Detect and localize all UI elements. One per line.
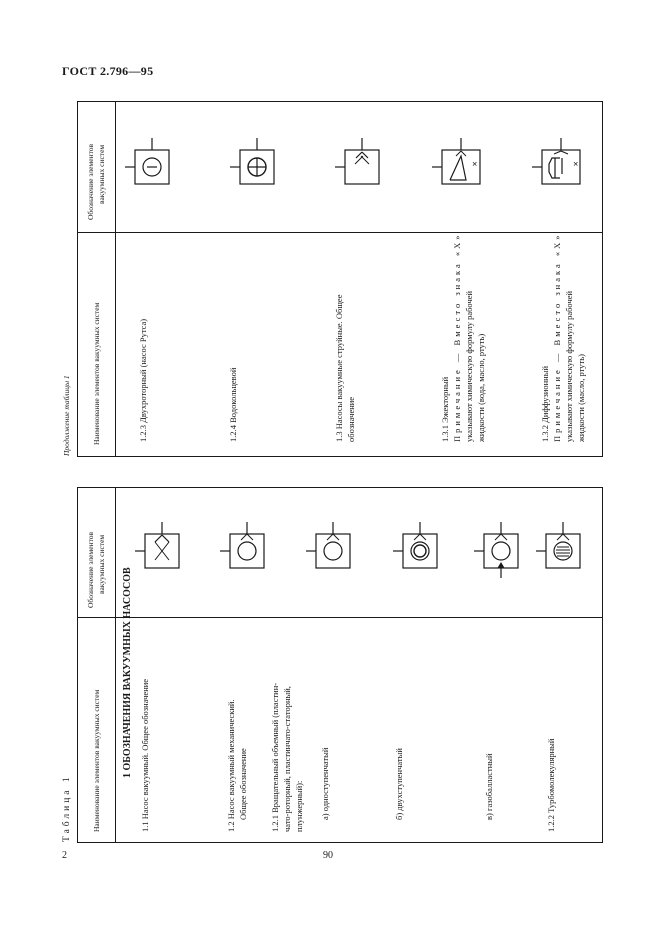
row-1-2-1-text-3: плунжерный): xyxy=(294,780,304,832)
right-table-right-border xyxy=(602,101,603,457)
row-1-2-2-text: 1.2.2 Турбомолекулярный xyxy=(546,738,556,832)
row-1-2-1-text-2: чато-роторный, пластинчато-статорный, xyxy=(282,686,292,832)
left-table-symbol-header-2: вакуумных систем xyxy=(97,534,106,594)
row-1-3-text-2: обозначение xyxy=(346,396,356,442)
right-table-caption: Продолжение таблицы 1 xyxy=(62,375,71,456)
row-1-3-2-text-2: Примечание — Вместо знака «Х» xyxy=(552,232,562,442)
row-1-2-text-2: Общее обозначение xyxy=(238,748,248,820)
single-stage-pump-symbol xyxy=(306,528,354,574)
row-1-3-1-text-2: Примечание — Вместо знака «Х» xyxy=(452,232,462,442)
row-1-3-2-text-3: указывают химическую формулу рабочей xyxy=(564,290,574,442)
row-1-2-1-text-1: 1.2.1 Вращательный объемный (пластин- xyxy=(270,682,280,832)
page-number: 90 xyxy=(323,850,333,861)
left-table-name-header: Наименование элементов вакуумных систем xyxy=(92,689,101,832)
row-1-1-text: 1.1 Насос вакуумный. Общее обозначение xyxy=(140,678,150,832)
left-table-right-border xyxy=(602,487,603,843)
two-stage-pump-symbol xyxy=(393,528,441,574)
left-table-caption: Таблица 1 xyxy=(62,774,72,842)
row-1-3-2-text-4: жидкости (масло, ртуть) xyxy=(576,354,586,442)
right-table-header-rule-2 xyxy=(115,101,116,457)
jet-pump-symbol xyxy=(335,144,383,190)
left-table-left-border xyxy=(77,487,78,843)
row-1-3-1-text-1: 1.3.1 Эжекторный xyxy=(440,376,450,442)
left-table-column-divider xyxy=(77,617,603,618)
ejector-x-mark: × xyxy=(472,160,478,170)
right-table-column-divider xyxy=(77,232,603,233)
row-v-text: в) газобалластный xyxy=(484,753,494,820)
turbomolecular-pump-symbol xyxy=(536,528,584,574)
row-1-3-1-text-3: указывают химическую формулу рабочей xyxy=(464,290,474,442)
row-1-2-4-text: 1.2.4 Водокольцевой xyxy=(228,367,238,442)
row-1-3-text-1: 1.3 Насосы вакуумные струйные. Общее xyxy=(334,294,344,442)
section-title: 1 ОБОЗНАЧЕНИЯ ВАКУУМНЫХ НАСОСОВ xyxy=(122,567,133,778)
row-1-2-3-text: 1.2.3 Двухроторный (насос Рутса) xyxy=(138,318,148,442)
row-1-2-1-text-4: а) одноступенчатый xyxy=(320,747,330,820)
left-table-top-border xyxy=(77,487,603,488)
diffusion-x-mark: × xyxy=(573,160,579,170)
gost-header: ГОСТ 2.796—95 xyxy=(62,64,154,78)
left-table-symbol-header-1: Обозначение элементов xyxy=(86,531,95,608)
row-1-3-2-text-1: 1.3.2 Диффузионный xyxy=(540,366,550,442)
row-b-text: б) двухступенчатый xyxy=(394,748,404,820)
row-1-2-text-1: 1.2 Насос вакуумный механический. xyxy=(226,699,236,832)
right-table-symbol-header-2: вакуумных систем xyxy=(97,144,106,204)
vacuum-pump-general-symbol xyxy=(135,528,183,574)
row-1-3-1-text-4: жидкости (вода, масло, ртуть) xyxy=(476,333,486,442)
water-ring-pump-symbol xyxy=(230,144,278,190)
right-table-name-header: Наименование элементов вакуумных систем xyxy=(92,302,101,445)
mechanical-pump-symbol xyxy=(220,528,268,574)
footer-left-number: 2 xyxy=(62,850,67,861)
right-table-symbol-header-1: Обозначение элементов xyxy=(86,143,95,220)
right-table-top-border xyxy=(77,101,603,102)
left-table-header-rule xyxy=(115,487,116,843)
right-table-bottom-border xyxy=(77,456,603,457)
gas-ballast-pump-symbol xyxy=(474,528,522,586)
right-table-header-rule xyxy=(77,101,78,457)
roots-pump-symbol xyxy=(125,144,173,190)
left-table-bottom-border xyxy=(77,842,603,843)
